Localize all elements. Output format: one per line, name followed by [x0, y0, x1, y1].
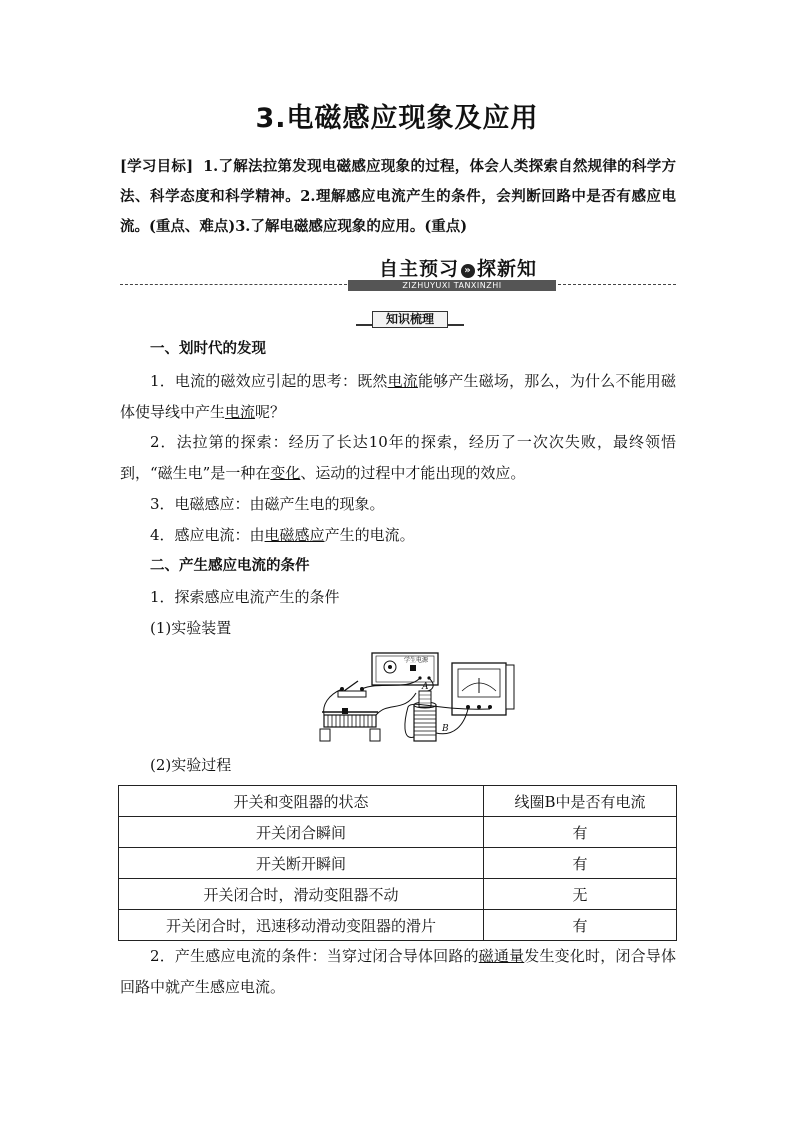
table-row	[119, 910, 677, 941]
table-header-state: 开关和变阻器的状态	[119, 786, 484, 817]
switch	[338, 681, 366, 697]
text: 2．法拉第的探索：经历了长达10年的探索，经历了一次次失败，最终领悟到，“磁生电”是一种在	[120, 433, 676, 482]
section-tag	[356, 311, 464, 328]
text: 、运动的过程中才能出现的效应。	[300, 464, 526, 482]
paragraph-2-1: 1．探索感应电流产生的条件	[150, 588, 340, 606]
text: 2．产生感应电流的条件：当穿过闭合导体回路的	[150, 947, 479, 965]
table-cell: 开关闭合瞬间	[119, 817, 484, 848]
banner-divider-right	[558, 284, 676, 285]
page-title: 3.电磁感应现象及应用	[255, 103, 539, 134]
text: 1．电流的磁效应引起的思考：既然	[150, 372, 388, 390]
power-supply	[372, 653, 438, 685]
paragraph-1-1	[120, 366, 676, 428]
table-row	[119, 848, 677, 879]
learning-goals-label: [学习目标]	[120, 158, 194, 175]
text: 发生变化时，闭合导体回路中就产生感应电流。	[120, 947, 676, 996]
experiment-table	[118, 785, 677, 941]
banner-divider-left	[120, 284, 352, 285]
section-banner	[120, 252, 676, 292]
banner-title	[358, 254, 558, 281]
table-row	[119, 879, 677, 910]
table-header-row	[119, 786, 677, 817]
table-cell: 有	[484, 848, 677, 879]
table-cell: 无	[484, 879, 677, 910]
banner-pinyin: ZIZHUYUXI TANXINZHI	[348, 280, 556, 291]
paragraph-1-4	[120, 520, 676, 551]
text: 产生的电流。	[324, 526, 415, 544]
underlined-answer: 电流	[225, 403, 256, 421]
galvanometer	[452, 663, 514, 715]
text: 4．感应电流：由	[150, 526, 265, 544]
coil-b-label: B	[442, 724, 449, 734]
coil-a	[419, 682, 431, 707]
table-header-current: 线圈B中是否有电流	[484, 786, 677, 817]
table-cell: 开关闭合时，滑动变阻器不动	[119, 879, 484, 910]
coil-a-label: A	[422, 682, 429, 692]
subheading-process: (2)实验过程	[150, 756, 232, 774]
subheading-apparatus: (1)实验装置	[150, 619, 232, 637]
section-tag-label: 知识梳理	[372, 311, 448, 328]
double-arrow-icon: »	[461, 264, 475, 278]
paragraph-1-3: 3．电磁感应：由磁产生电的现象。	[150, 495, 385, 513]
table-cell: 开关闭合时，迅速移动滑动变阻器的滑片	[119, 910, 484, 941]
learning-goals-text: 1.了解法拉第发现电磁感应现象的过程，体会人类探索自然规律的科学方法、科学态度和科学精神。2.理解感应电流产生的条件，会判断回路中是否有感应电流。(重点、难点)3.了解电磁感应现象的应用。(重点)	[120, 158, 676, 235]
underlined-answer: 电流	[387, 372, 418, 390]
coil-b	[414, 702, 449, 741]
table-cell: 有	[484, 817, 677, 848]
underlined-answer: 磁通量	[478, 947, 525, 965]
section-heading-1: 一、划时代的发现	[150, 341, 266, 357]
table-row	[119, 817, 677, 848]
experiment-apparatus-figure	[318, 651, 522, 749]
underlined-answer: 变化	[270, 464, 301, 482]
table-cell: 有	[484, 910, 677, 941]
underlined-answer: 电磁感应	[264, 526, 325, 544]
text: 呢？	[255, 403, 286, 421]
power-supply-label: 学生电源	[404, 657, 429, 664]
section-heading-2: 二、产生感应电流的条件	[150, 558, 310, 574]
rheostat	[320, 708, 380, 741]
table-cell: 开关断开瞬间	[119, 848, 484, 879]
banner-title-left: 自主预习	[378, 258, 459, 280]
learning-goals	[120, 152, 676, 242]
text: 能够产生磁场，那么，为什么不能用磁体使导线中产生	[120, 372, 676, 421]
banner-title-right: 探新知	[477, 258, 538, 280]
paragraph-2-2	[120, 941, 676, 1003]
paragraph-1-2	[120, 427, 676, 489]
tag-rule-left	[356, 324, 372, 326]
tag-rule-right	[448, 324, 464, 326]
